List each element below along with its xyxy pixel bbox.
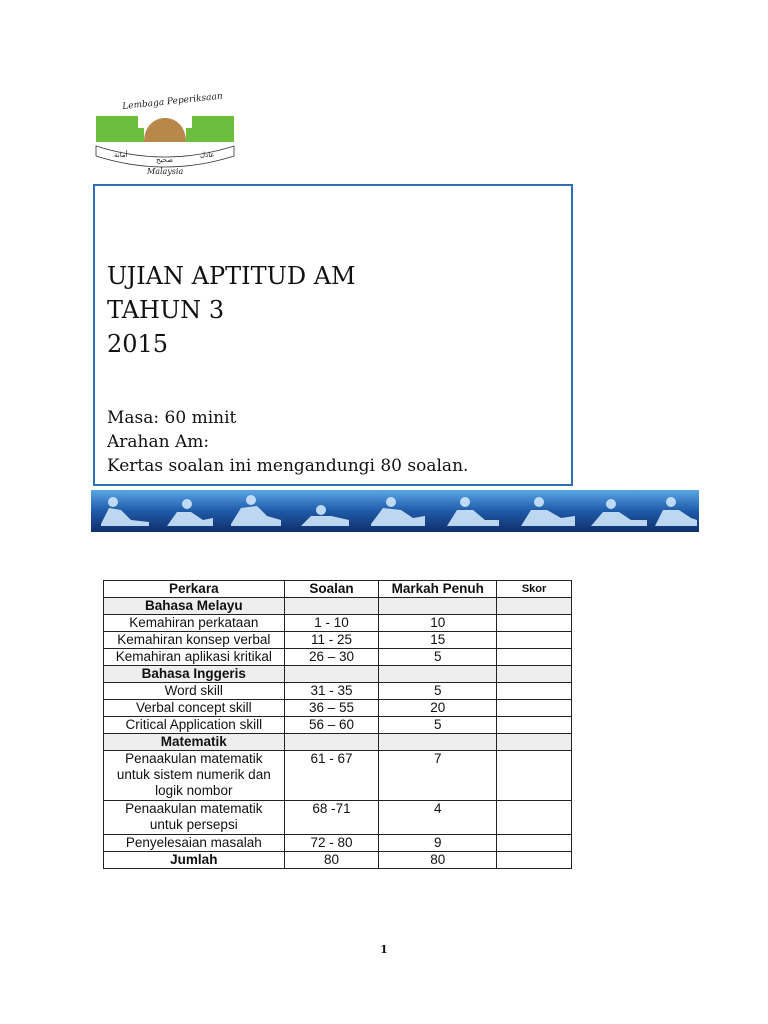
row-perkara: Penaakulan matematik untuk persepsi: [104, 801, 285, 835]
row-soalan: 56 – 60: [284, 717, 379, 734]
row-skor[interactable]: [497, 683, 572, 700]
row-markah: 7: [379, 751, 497, 801]
row-skor[interactable]: [497, 717, 572, 734]
row-soalan: 1 - 10: [284, 615, 379, 632]
row-markah: 15: [379, 632, 497, 649]
logo-org-top: Lembaga Peperiksaan: [121, 91, 224, 113]
row-perkara: Kemahiran konsep verbal: [104, 632, 285, 649]
logo-right-bar: [192, 116, 234, 128]
logo-ribbon-right: عادل: [200, 152, 215, 159]
row-markah: 5: [379, 717, 497, 734]
row-perkara: Word skill: [104, 683, 285, 700]
row-perkara: Kemahiran perkataan: [104, 615, 285, 632]
section-row: [104, 666, 572, 683]
row-markah: 10: [379, 615, 497, 632]
table-header-row: [104, 581, 572, 598]
table-row: [104, 717, 572, 734]
question-count-note: Kertas soalan ini mengandungi 80 soalan.: [107, 456, 469, 476]
row-skor[interactable]: [497, 632, 572, 649]
table-row: [104, 615, 572, 632]
row-soalan: 11 - 25: [284, 632, 379, 649]
table-row: [104, 700, 572, 717]
row-markah: 4: [379, 801, 497, 835]
page-number: 1: [380, 943, 388, 956]
row-skor[interactable]: [497, 700, 572, 717]
row-perkara: Verbal concept skill: [104, 700, 285, 717]
logo-left-bar: [96, 116, 138, 128]
exam-duration: Masa: 60 minit: [107, 408, 237, 428]
exam-year: 2015: [107, 330, 169, 358]
row-skor[interactable]: [497, 649, 572, 666]
exam-year-level: TAHUN 3: [107, 296, 225, 324]
row-perkara: Penyelesaian masalah: [104, 835, 285, 852]
total-skor[interactable]: [497, 852, 572, 869]
section-row: [104, 598, 572, 615]
row-markah: 5: [379, 649, 497, 666]
row-skor[interactable]: [497, 615, 572, 632]
section-row: [104, 734, 572, 751]
logo-right-block: [186, 128, 234, 142]
table-row: [104, 649, 572, 666]
row-skor[interactable]: [497, 801, 572, 835]
computer-users-banner: [91, 490, 699, 532]
header-perkara: Perkara: [104, 581, 285, 598]
row-perkara: Penaakulan matematik untuk sistem numerik dan logik nombor: [104, 751, 285, 801]
table-row: [104, 751, 572, 801]
section-name: Bahasa Melayu: [104, 598, 285, 615]
total-soalan: 80: [284, 852, 379, 869]
general-instructions-label: Arahan Am:: [107, 432, 210, 452]
total-markah: 80: [379, 852, 497, 869]
header-soalan: Soalan: [284, 581, 379, 598]
row-perkara: Kemahiran aplikasi kritikal: [104, 649, 285, 666]
total-label: Jumlah: [104, 852, 285, 869]
header-markah-penuh: Markah Penuh: [379, 581, 497, 598]
section-name: Matematik: [104, 734, 285, 751]
header-skor: Skor: [497, 581, 572, 598]
total-row: [104, 852, 572, 869]
logo-ribbon-left: أمانة: [114, 152, 128, 159]
row-markah: 5: [379, 683, 497, 700]
score-table: [103, 580, 572, 869]
row-skor[interactable]: [497, 835, 572, 852]
lembaga-peperiksaan-logo: [92, 90, 238, 176]
row-markah: 20: [379, 700, 497, 717]
row-soalan: 72 - 80: [284, 835, 379, 852]
table-row: [104, 683, 572, 700]
title-box: [93, 184, 573, 486]
table-row: [104, 632, 572, 649]
table-row: [104, 835, 572, 852]
row-soalan: 26 – 30: [284, 649, 379, 666]
row-soalan: 68 -71: [284, 801, 379, 835]
row-markah: 9: [379, 835, 497, 852]
logo-left-block: [96, 128, 144, 142]
row-skor[interactable]: [497, 751, 572, 801]
exam-title: UJIAN APTITUD AM: [107, 262, 356, 290]
row-soalan: 36 – 55: [284, 700, 379, 717]
logo-ribbon-center: صحيح: [156, 157, 174, 164]
row-soalan: 61 - 67: [284, 751, 379, 801]
logo-org-bottom: Malaysia: [147, 167, 184, 176]
table-row: [104, 801, 572, 835]
row-soalan: 31 - 35: [284, 683, 379, 700]
section-name: Bahasa Inggeris: [104, 666, 285, 683]
row-perkara: Critical Application skill: [104, 717, 285, 734]
